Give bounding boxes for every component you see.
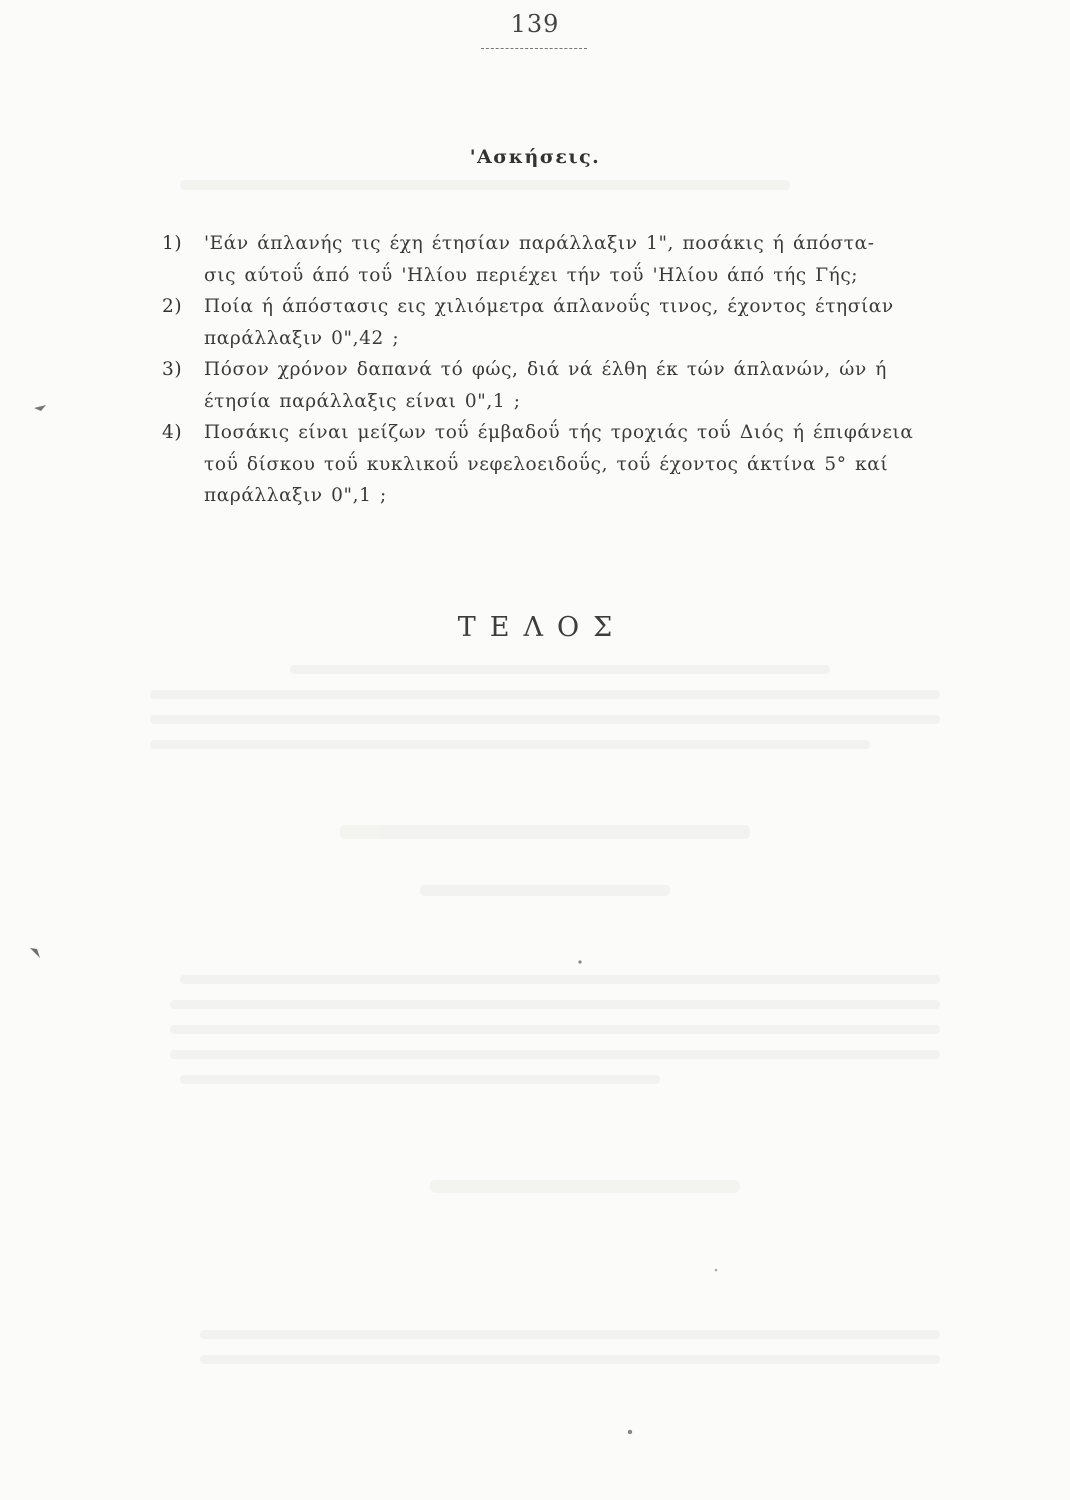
exercise-item [150, 417, 940, 512]
exercise-item [150, 291, 940, 354]
exercise-text-line: τοΰ δίσκου τοΰ κυκλικοΰ νεφελοειδοΰς, τοΰ έχοντος άκτίνα 5° καί [204, 453, 889, 475]
exercise-text-line: σις αύτοΰ άπό τοΰ 'Ηλίου περιέχει τήν τοΰ 'Ηλίου άπό τής Γής; [204, 264, 859, 286]
page-number-rule [481, 48, 587, 49]
exercise-number: 1) [162, 233, 183, 254]
exercise-number: 2) [162, 296, 183, 317]
exercise-text-line: Ποσάκις είναι μείζων τοΰ έμβαδοΰ τής τροχιάς τοΰ Διός ή έπιφάνεια [204, 422, 914, 443]
exercise-text-line: Ποία ή άπόστασις εις χιλιόμετρα άπλανοΰς τινος, έχοντος έτησίαν [204, 296, 894, 317]
exercise-number: 4) [162, 422, 183, 443]
exercise-list [150, 228, 940, 512]
exercise-text-line: παράλλαξιν 0",1 ; [204, 485, 387, 506]
exercise-text-line: παράλλαξιν 0",42 ; [204, 327, 400, 349]
exercise-text-line: 'Εάν άπλανής τις έχη έτησίαν παράλλαξιν 1", ποσάκις ή άπόστα- [204, 233, 875, 254]
exercise-item [150, 228, 940, 291]
exercise-item [150, 354, 940, 417]
exercise-text-line: Πόσον χρόνον δαπανά τό φώς, διά νά έλθη έκ τών άπλανών, ών ή [204, 359, 887, 380]
section-heading: 'Ασκήσεις. [469, 146, 601, 168]
exercise-number: 3) [162, 359, 183, 380]
ending-title: ΤΕΛΟΣ [457, 612, 627, 643]
page-number: 139 [510, 10, 560, 38]
exercise-text-line: έτησία παράλλαξις είναι 0",1 ; [204, 390, 521, 412]
